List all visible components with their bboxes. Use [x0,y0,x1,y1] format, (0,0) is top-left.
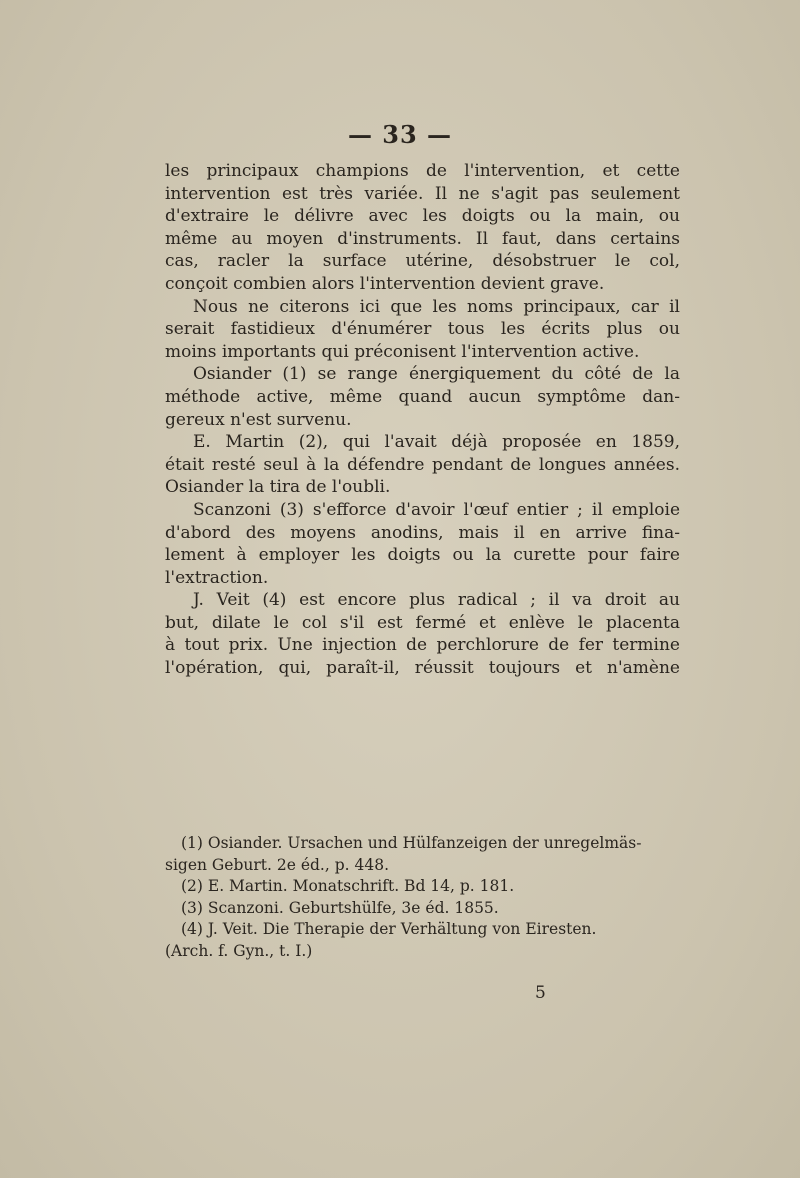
footnote: (4) J. Veit. Die Therapie der Verhältung von Eiresten. [181,920,597,938]
text-line: Nous ne citerons ici que les noms principaux, car il [193,296,680,317]
text-line: E. Martin (2), qui l'avait déjà proposée en 1859, [193,432,680,453]
text-line: but, dilate le col s'il est fermé et enlève le placenta [165,612,680,633]
text-line: les principaux champions de l'intervention, et cette [165,161,680,181]
page-number: — 33 — [347,120,453,149]
footnote: (2) E. Martin. Monatschrift. Bd 14, p. 181. [181,877,515,895]
text-line: d'extraire le délivre avec les doigts ou la main, ou [165,206,680,227]
text-line: lement à employer les doigts ou la curette pour faire [165,545,680,566]
text-line: méthode active, même quand aucun symptôme dan- [165,386,680,407]
text-line: Osiander la tira de l'oubli. [165,477,391,498]
text-line: intervention est très variée. Il ne s'agit pas seulement [165,183,680,204]
footnotes [165,833,680,962]
signature-mark: 5 [535,983,546,1003]
text-line: d'abord des moyens anodins, mais il en arrive fina- [165,522,680,543]
text-line: conçoit combien alors l'intervention devient grave. [165,273,605,294]
footnote: (1) Osiander. Ursachen und Hülfanzeigen der unregelmäs- [181,834,642,852]
footnote: sigen Geburt. 2e éd., p. 448. [165,855,389,874]
text-line: J. Veit (4) est encore plus radical ; il va droit au [193,590,680,611]
text-line: même au moyen d'instruments. Il faut, dans certains [165,228,680,249]
text-line: moins importants qui préconisent l'intervention active. [165,341,640,362]
text-line: était resté seul à la défendre pendant de longues années. [165,454,680,475]
text-line: serait fastidieux d'énumérer tous les écrits plus ou [165,319,680,340]
footnote: (3) Scanzoni. Geburtshülfe, 3e éd. 1855. [181,898,499,917]
text-line: l'opération, qui, paraît-il, réussit toujours et n'amène [165,658,680,679]
text-line: Scanzoni (3) s'efforce d'avoir l'œuf entier ; il emploie [193,499,680,520]
body-text [165,160,680,680]
text-line: cas, racler la surface utérine, désobstruer le col, [165,251,680,272]
text-line: gereux n'est survenu. [165,409,352,430]
text-line: Osiander (1) se range énergiquement du côté de la [193,364,680,385]
footnote: (Arch. f. Gyn., t. I.) [165,941,313,960]
text-line: à tout prix. Une injection de perchlorure de fer termine [165,635,680,656]
text-line: l'extraction. [165,567,269,588]
